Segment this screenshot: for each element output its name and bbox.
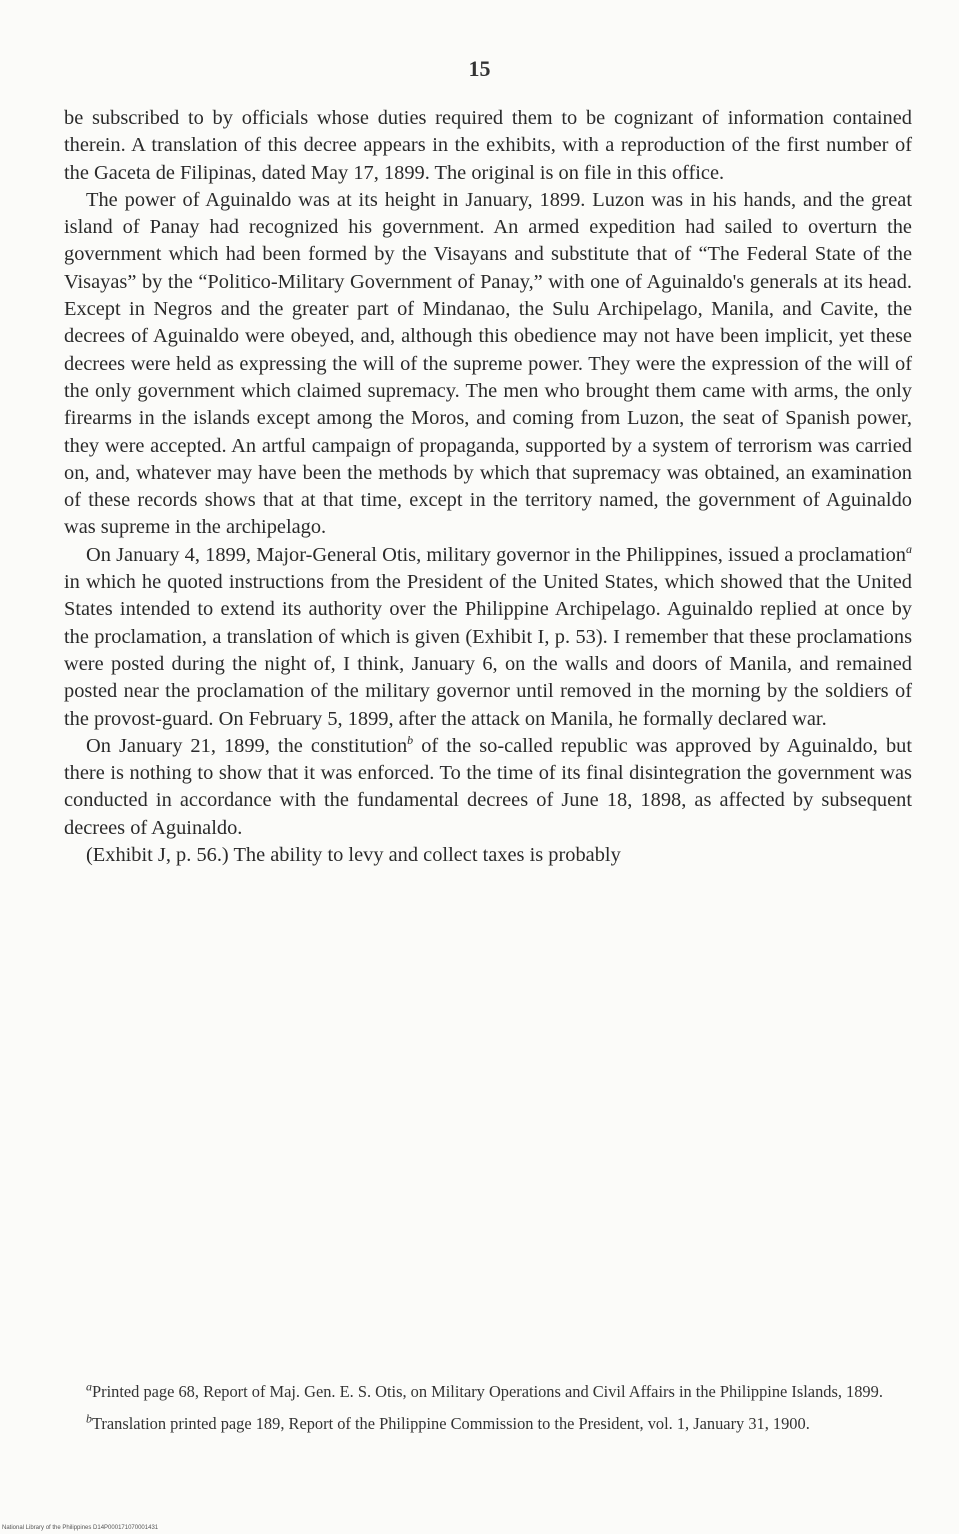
footnote-b-mark: b xyxy=(86,1411,92,1426)
footnote-b-text: Translation printed page 189, Report of the Philippine Commission to the President, vol. 1, January 31, 1900. xyxy=(92,1414,810,1433)
footnote-reference-a: a xyxy=(906,541,912,556)
library-credit: National Library of the Philippines D14P000171070001431 xyxy=(2,1525,159,1531)
footnote-a xyxy=(64,1380,912,1404)
paragraph-3-text-before: On January 4, 1899, Major-General Otis, military governor in the Philippines, issued a proclamation xyxy=(86,543,906,566)
footnote-a-mark: a xyxy=(86,1379,92,1394)
body-text xyxy=(64,105,912,869)
footnote-a-text: Printed page 68, Report of Maj. Gen. E. S. Otis, on Military Operations and Civil Affairs in the Philippine Islands, 1899. xyxy=(92,1382,883,1401)
paragraph-4-text-before: On January 21, 1899, the constitution xyxy=(86,734,408,757)
page-number: 15 xyxy=(468,56,491,81)
paragraph-2: The power of Aguinaldo was at its height in January, 1899. Luzon was in his hands, and the great island of Panay had recognized his government. An armed expedition had sailed to overturn the government which had been formed by the Visayans and substitute that of “The Federal State of the Visayas” by the “Politico-Military Government of Panay,” with one of Aguinaldo's generals at its head. Except in Negros and the greater part of Mindanao, the Sulu Archipelago, Manila, and Cavite, the decrees of Aguinaldo were obeyed, and, although this obedience may not have been implicit, yet these decrees were held as expressing the will of the supreme power. They were the expression of the will of the only government which claimed supremacy. The men who brought them came with arms, the only firearms in the islands except among the Moros, and coming from Luzon, the seat of Spanish power, they were accepted. An artful campaign of propaganda, supported by a system of terrorism was carried on, and, whatever may have been the methods by which that supremacy was obtained, an examination of these records shows that at that time, except in the territory named, the government of Aguinaldo was supreme in the archipelago. xyxy=(64,188,912,539)
paragraph-4 xyxy=(64,733,912,842)
paragraph-4-text-after: of the so-called republic was approved by Aguinaldo, but there is nothing to show that it was enforced. To the time of its final disintegration the government was conducted in accordance with the fundamental decrees of June 18, 1898, as affected by subsequent decrees of Aguinaldo. xyxy=(64,734,912,839)
paragraph-5: (Exhibit J, p. 56.) The ability to levy and collect taxes is probably xyxy=(86,844,621,867)
paragraph-3 xyxy=(64,542,912,733)
footnotes xyxy=(64,1380,912,1436)
footnote-reference-b: b xyxy=(407,733,414,748)
paragraph-1: be subscribed to by officials whose duties required them to be cognizant of information contained therein. A translation of this decree appears in the exhibits, with a reproduction of the first number of the Gaceta de Filipinas, dated May 17, 1899. The original is on file in this office. xyxy=(64,107,912,184)
paragraph-3-text-after: in which he quoted instructions from the President of the United States, which showed that the United States intended to extend its authority over the Philippine Archipelago. Aguinaldo replied at once by the proclamation, a translation of which is given (Exhibit I, p. 53). I remember that these proclamations were posted during the night of, I think, January 6, on the walls and doors of Manila, and remained posted near the proclamation of the military governor until removed in the morning by the soldiers of the provost-guard. On February 5, 1899, after the attack on Manila, he formally declared war. xyxy=(64,571,912,730)
footnote-b xyxy=(64,1412,912,1436)
